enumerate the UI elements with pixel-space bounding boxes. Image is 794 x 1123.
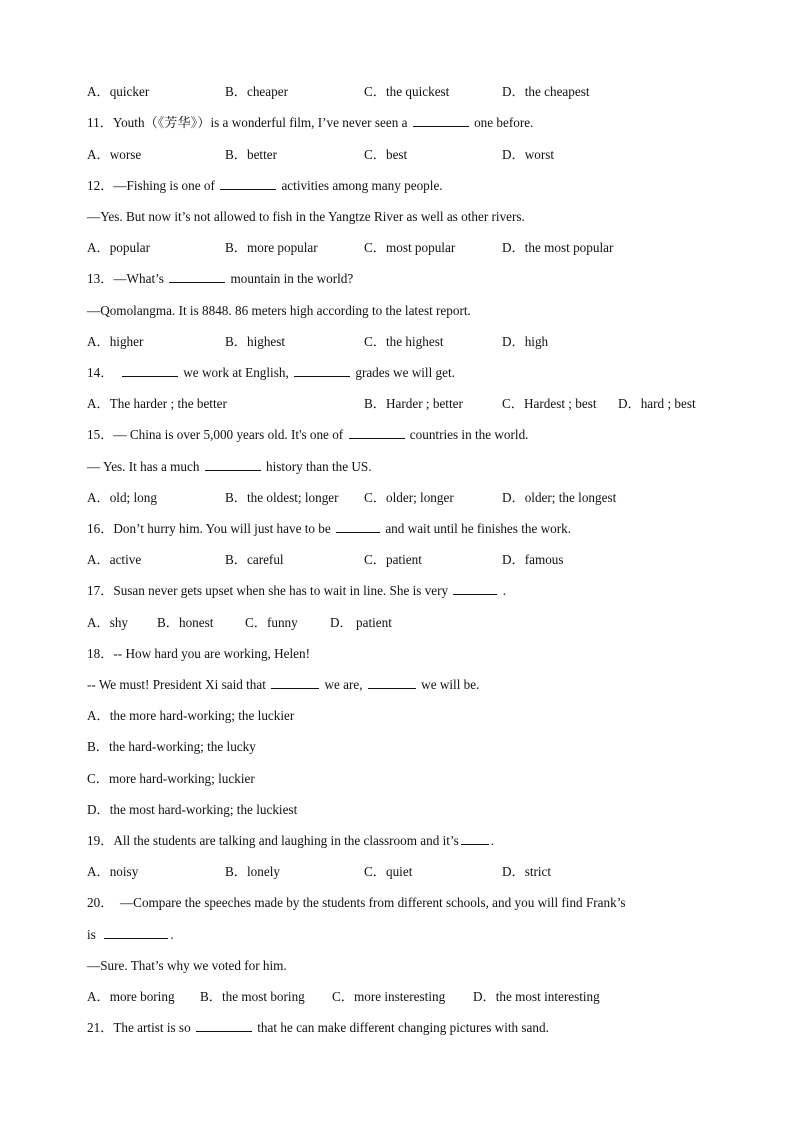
question-text: is — [87, 927, 103, 942]
answer-option: B．the oldest; longer — [225, 490, 339, 505]
answer-blank — [294, 365, 350, 377]
answer-blank — [122, 365, 178, 377]
question-text: we will be. — [417, 677, 480, 692]
question-line — [87, 958, 287, 974]
question-text: we work at English, — [179, 365, 293, 380]
answer-option: B．cheaper — [225, 84, 288, 99]
answer-option: D．worst — [502, 147, 555, 162]
question-text: 14． — [87, 365, 120, 380]
question-text: activities among many people. — [278, 178, 443, 193]
question-text: D．the most hard-working; the luckiest — [87, 802, 298, 817]
answer-option: C．older; longer — [364, 490, 454, 505]
answer-option: C．more insteresting — [332, 989, 446, 1004]
question-line — [87, 802, 297, 818]
question-line — [87, 895, 626, 911]
answer-option: A．higher — [87, 334, 144, 349]
question-line — [87, 209, 525, 225]
answer-option: A．old; long — [87, 490, 157, 505]
question-line — [87, 365, 455, 381]
answer-option: B．lonely — [225, 864, 280, 879]
question-text: that he can make different changing pictures with sand. — [253, 1020, 549, 1035]
answer-option: D．the most interesting — [473, 989, 600, 1004]
answer-option: C．the quickest — [364, 84, 450, 99]
answer-option: A．noisy — [87, 864, 139, 879]
question-text: 20． —Compare the speeches made by the students from different schools, and you will find Frank’s — [87, 895, 626, 910]
answer-option: B．Harder ; better — [364, 396, 463, 411]
answer-option: A．active — [87, 552, 142, 567]
question-line — [87, 583, 506, 599]
answer-blank — [271, 677, 319, 689]
question-text: —Qomolangma. It is 8848. 86 meters high according to the latest report. — [87, 303, 471, 318]
answer-option: D．older; the longest — [502, 490, 617, 505]
answer-blank — [461, 833, 489, 845]
question-text: . — [170, 927, 174, 942]
question-text: history than the US. — [262, 459, 372, 474]
question-text: 13．—What’s — [87, 271, 168, 286]
question-text: 17．Susan never gets upset when she has to wait in line. She is very — [87, 583, 452, 598]
question-text: -- We must! President Xi said that — [87, 677, 270, 692]
question-line — [87, 115, 533, 131]
answer-option: B．honest — [157, 615, 214, 630]
question-line — [87, 459, 372, 475]
question-text: we are, — [321, 677, 366, 692]
answer-option: D．the cheapest — [502, 84, 590, 99]
answer-option: A．quicker — [87, 84, 150, 99]
answer-blank — [169, 271, 225, 283]
question-line — [87, 303, 471, 319]
answer-option: A．more boring — [87, 989, 175, 1004]
question-line — [87, 1020, 549, 1036]
answer-option: A．worse — [87, 147, 142, 162]
answer-option: C．the highest — [364, 334, 444, 349]
question-line — [87, 178, 443, 194]
question-text: . — [499, 583, 507, 598]
answer-blank — [336, 521, 380, 533]
question-line — [87, 677, 479, 693]
answer-blank — [368, 677, 416, 689]
question-text: grades we will get. — [352, 365, 455, 380]
question-text: 11．Youth（《芳华》）is a wonderful film, I’ve never seen a — [87, 115, 411, 130]
answer-option: D． patient — [330, 615, 392, 630]
answer-blank — [104, 927, 168, 939]
question-text: —Sure. That’s why we voted for him. — [87, 958, 287, 973]
question-line — [87, 739, 256, 755]
question-text: B．the hard-working; the lucky — [87, 739, 256, 754]
question-text: A．the more hard-working; the luckier — [87, 708, 295, 723]
question-text: one before. — [470, 115, 534, 130]
answer-option: C．most popular — [364, 240, 456, 255]
answer-blank — [413, 115, 469, 127]
question-line — [87, 708, 294, 724]
answer-blank — [453, 583, 497, 595]
answer-blank — [196, 1020, 252, 1032]
answer-option: C．funny — [245, 615, 298, 630]
question-text: mountain in the world? — [227, 271, 354, 286]
answer-option: B．more popular — [225, 240, 318, 255]
question-text: 16．Don’t hurry him. You will just have to be — [87, 521, 335, 536]
answer-option: B．better — [225, 147, 278, 162]
answer-option: A．popular — [87, 240, 150, 255]
answer-blank — [220, 178, 276, 190]
question-line — [87, 771, 255, 787]
question-text: 15．— China is over 5,000 years old. It's one of — [87, 427, 347, 442]
answer-option: B．highest — [225, 334, 286, 349]
question-text: 21．The artist is so — [87, 1020, 194, 1035]
question-text: and wait until he finishes the work. — [382, 521, 572, 536]
question-text: 18．-- How hard you are working, Helen! — [87, 646, 311, 661]
answer-blank — [349, 427, 405, 439]
question-text: — Yes. It has a much — [87, 459, 203, 474]
answer-option: C．best — [364, 147, 408, 162]
question-text: 12．—Fishing is one of — [87, 178, 219, 193]
answer-option: D．the most popular — [502, 240, 614, 255]
question-line — [87, 271, 353, 287]
question-line — [87, 427, 528, 443]
answer-option: B．careful — [225, 552, 284, 567]
question-line — [87, 833, 494, 849]
answer-option: A．shy — [87, 615, 129, 630]
answer-option: B．the most boring — [200, 989, 305, 1004]
question-text: . — [490, 833, 495, 848]
answer-option: A．The harder ; the better — [87, 396, 227, 411]
question-line — [87, 927, 174, 943]
answer-option: D．high — [502, 334, 549, 349]
answer-option: D．famous — [502, 552, 564, 567]
answer-option: D．hard ; best — [618, 396, 696, 411]
question-line — [87, 521, 571, 537]
answer-blank — [205, 459, 261, 471]
answer-option: C．patient — [364, 552, 422, 567]
answer-option: C．Hardest ; best — [502, 396, 597, 411]
answer-option: C．quiet — [364, 864, 413, 879]
question-text: countries in the world. — [406, 427, 529, 442]
question-text: —Yes. But now it’s not allowed to fish in the Yangtze River as well as other rivers. — [87, 209, 525, 224]
question-text: C．more hard-working; luckier — [87, 771, 255, 786]
answer-option: D．strict — [502, 864, 552, 879]
question-text: 19．All the students are talking and laughing in the classroom and it’s — [87, 833, 459, 848]
question-line — [87, 646, 310, 662]
